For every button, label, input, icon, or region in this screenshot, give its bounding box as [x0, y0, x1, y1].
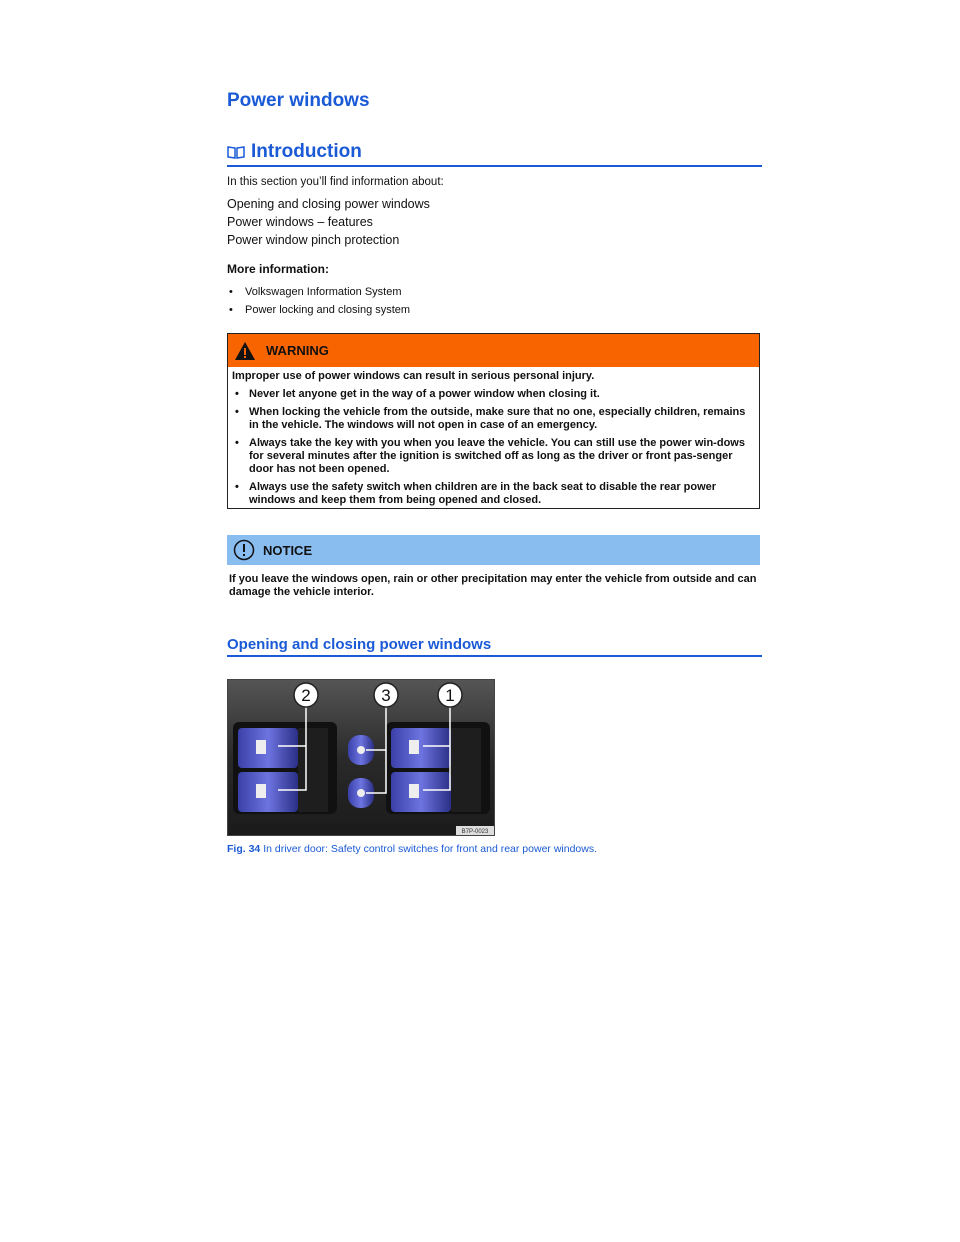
section-title: Power windows — [227, 90, 370, 111]
notice-text: If you leave the windows open, rain or other precipitation may enter the vehicle from outside and can damage the vehicle interior. — [229, 573, 757, 598]
warning-box — [227, 333, 760, 509]
more-info-link[interactable]: • Power locking and closing system — [227, 301, 410, 319]
figure-switch-panel — [227, 679, 495, 836]
warning-label: WARNING — [266, 343, 329, 358]
figure-code: B7P-0023 — [461, 829, 489, 835]
book-icon — [227, 145, 245, 159]
warning-triangle-icon — [234, 341, 256, 361]
callout-3: 3 — [381, 686, 391, 705]
notice-label: NOTICE — [263, 542, 313, 558]
warning-item: • When locking the vehicle from the outside, make sure that no one, especially children, remains in the vehicle. The windows will not open in case of an emergency. — [232, 406, 755, 432]
figure-label: Fig. 34 — [227, 843, 261, 855]
figure-caption — [227, 843, 597, 855]
warning-header — [228, 334, 759, 367]
switch-panel-illustration — [228, 680, 495, 836]
topic-link[interactable]: Opening and closing power windows — [227, 197, 430, 211]
warning-item: • Always use the safety switch when children are in the back seat to disable the rear power windows and keep them from being opened and closed. — [232, 481, 755, 507]
callout-2: 2 — [301, 686, 311, 705]
warning-item: • Always take the key with you when you leave the vehicle. You can still use the power win-dows for several minutes after the ignition is switched off as long as the driver or front pas-senger door has not been opened. — [232, 437, 755, 476]
intro-heading — [227, 141, 762, 167]
notice-header — [227, 535, 760, 565]
warning-item: • Never let anyone get in the way of a power window when closing it. — [232, 388, 755, 401]
topic-list — [227, 195, 430, 249]
figure-caption-text: In driver door: Safety control switches for front and rear power windows. — [263, 843, 598, 855]
exclamation-circle-icon — [233, 539, 255, 561]
more-info-link[interactable]: • Volkswagen Information System — [227, 283, 410, 301]
subsection-title: Opening and closing power windows — [227, 636, 762, 657]
warning-lead: Improper use of power windows can result in serious personal injury. — [232, 370, 595, 382]
warning-body — [228, 367, 759, 507]
intro-text: In this section you’ll find information about: — [227, 176, 444, 188]
topic-link[interactable]: Power window pinch protection — [227, 233, 400, 247]
callout-1: 1 — [445, 686, 455, 705]
more-info-list — [227, 283, 410, 319]
topic-link[interactable]: Power windows – features — [227, 215, 373, 229]
intro-heading-text: Introduction — [251, 141, 362, 162]
more-info-title: More information: — [227, 262, 329, 276]
